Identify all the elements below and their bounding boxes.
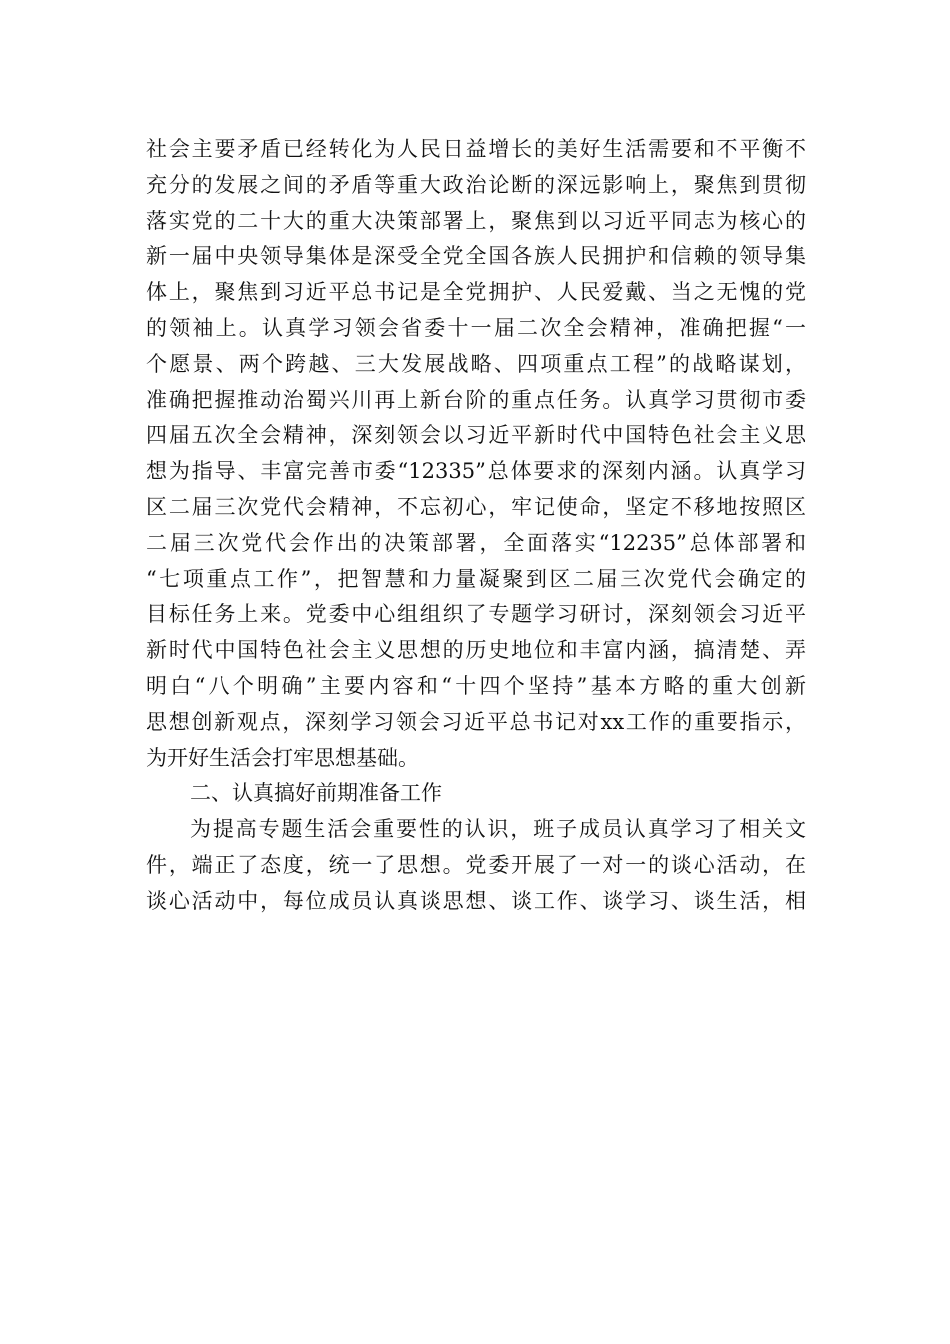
section-heading: 二、认真搞好前期准备工作 [190, 781, 442, 806]
text-line: 新一届中央领导集体是深受全党全国各族人民拥护和信赖的领导集 [146, 244, 806, 269]
text-line: 思想创新观点，深刻学习领会习近平总书记对xx工作的重要指示， [146, 709, 806, 734]
text-line: 社会主要矛盾已经转化为人民日益增长的美好生活需要和不平衡不 [146, 137, 806, 161]
text-line: 区二届三次党代会精神，不忘初心，牢记使命，坚定不移地按照区 [146, 494, 806, 519]
text-line: 体上，聚焦到习近平总书记是全党拥护、人民爱戴、当之无愧的党 [146, 280, 806, 305]
text-line: 为开好生活会打牢思想基础。 [146, 745, 419, 770]
text-line: 个愿景、两个跨越、三大发展战略、四项重点工程”的战略谋划， [146, 351, 806, 376]
text-line: 新时代中国特色社会主义思想的历史地位和丰富内涵，搞清楚、弄 [146, 638, 806, 663]
text-line: “七项重点工作”，把智慧和力量凝聚到区二届三次党代会确定的 [146, 566, 806, 591]
text-line: 为提高专题生活会重要性的认识，班子成员认真学习了相关文 [190, 817, 806, 842]
text-line: 谈心活动中，每位成员认真谈思想、谈工作、谈学习、谈生活，相 [146, 888, 806, 913]
text-line: 件，端正了态度，统一了思想。党委开展了一对一的谈心活动，在 [146, 852, 806, 877]
text-line: 的领袖上。认真学习领会省委十一届二次全会精神，准确把握“一 [146, 315, 806, 340]
text-line: 充分的发展之间的矛盾等重大政治论断的深远影响上，聚焦到贯彻 [146, 172, 806, 197]
text-line: 二届三次党代会作出的决策部署，全面落实“12235”总体部署和 [146, 530, 806, 555]
body-text [146, 132, 806, 920]
text-line: 准确把握推动治蜀兴川再上新台阶的重点任务。认真学习贯彻市委 [146, 387, 806, 412]
text-line: 落实党的二十大的重大决策部署上，聚焦到以习近平同志为核心的 [146, 208, 806, 233]
text-line: 目标任务上来。党委中心组组织了专题学习研讨，深刻领会习近平 [146, 602, 806, 627]
text-line: 四届五次全会精神，深刻领会以习近平新时代中国特色社会主义思 [146, 423, 806, 448]
text-line: 明白“八个明确”主要内容和“十四个坚持”基本方略的重大创新 [146, 673, 806, 698]
text-line: 想为指导、丰富完善市委“12335”总体要求的深刻内涵。认真学习 [146, 459, 806, 484]
